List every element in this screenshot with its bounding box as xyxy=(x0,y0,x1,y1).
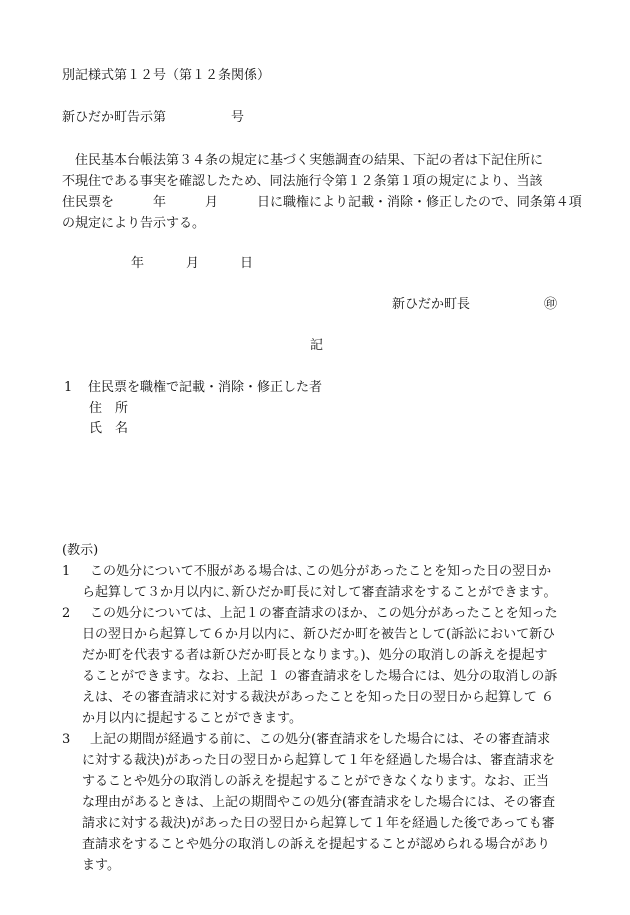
instructions xyxy=(62,540,582,876)
notice-body-line: の規定により告示する。 xyxy=(62,216,206,231)
seal-mark: ㊞ xyxy=(544,297,558,312)
instruction-line: ら起算して３か月以内に､新ひだか町長に対して審査請求をすることができます｡ xyxy=(82,585,551,600)
notice-body xyxy=(62,150,580,234)
date-year: 年 xyxy=(131,256,145,271)
instruction-line: ます。 xyxy=(82,858,120,873)
instruction-line: この処分について不服がある場合は､この処分があったことを知った日の翌日か xyxy=(90,564,552,579)
instruction-item xyxy=(62,561,582,603)
date-day: 日 xyxy=(240,256,254,271)
instruction-line: に対する裁決)があった日の翌日から起算して１年を経過した場合は、審査請求を xyxy=(82,753,555,768)
name-label: 氏 名 xyxy=(89,421,129,436)
instructions-title: (教示) xyxy=(62,543,99,558)
instruction-line: えは、その審査請求に対する裁決があったことを知った日の翌日から起算して ６ xyxy=(82,690,555,705)
instruction-number: 1 xyxy=(62,564,71,579)
instruction-item xyxy=(62,729,582,876)
notice-body-line: 住民票を 年 月 日に職権により記載・消除・修正したので、同条第４項 xyxy=(62,195,582,210)
instruction-number: 3 xyxy=(62,732,71,747)
item1-heading: 住民票を職権で記載・消除・修正した者 xyxy=(88,380,323,395)
instruction-line: だか町を代表する者は新ひだか町長となります。)、処分の取消しの訴えを提起す xyxy=(82,648,548,663)
instruction-line: か月以内に提起することができます。 xyxy=(82,711,302,726)
notice-number: 新ひだか町告示第 号 xyxy=(62,110,245,125)
notice-body-line: 住民基本台帳法第３４条の規定に基づく実態調査の結果、下記の者は下記住所に xyxy=(75,153,544,168)
instruction-line: 日の翌日から起算して６か月以内に、新ひだか町を被告として(訴訟において新ひ xyxy=(82,627,556,642)
address-label: 住 所 xyxy=(89,401,129,416)
item1-number: 1 xyxy=(64,380,73,395)
instruction-number: 2 xyxy=(62,606,71,621)
instruction-line: することや処分の取消しの訴えを提起することができなくなります。なお、正当 xyxy=(82,774,549,789)
date-month: 月 xyxy=(186,256,200,271)
ki-heading: 記 xyxy=(310,338,324,353)
notice-body-line: 不現住である事実を確認したため、同法施行令第１２条第１項の規定により、当該 xyxy=(62,174,543,189)
instruction-item xyxy=(62,603,582,729)
form-number: 別記様式第１２号（第１２条関係） xyxy=(62,68,271,83)
instruction-line: な理由があるときは、上記の期間やこの処分(審査請求をした場合には、その審査 xyxy=(82,795,556,810)
instruction-line: この処分については、上記１の審査請求のほか、この処分があったことを知った xyxy=(90,606,558,621)
instruction-line: 請求に対する裁決)があった日の翌日から起算して１年を経過した後であっても審 xyxy=(82,816,555,831)
instruction-line: 上記の期間が経過する前に、この処分(審査請求をした場合には、その審査請求 xyxy=(90,732,551,747)
instruction-line: 査請求をすることや処分の取消しの訴えを提起することが認められる場合があり xyxy=(82,837,551,852)
mayor-title: 新ひだか町長 xyxy=(392,297,471,312)
instruction-line: ることができます。なお、上記 １ の審査請求をした場合には、処分の取消しの訴 xyxy=(82,669,558,684)
